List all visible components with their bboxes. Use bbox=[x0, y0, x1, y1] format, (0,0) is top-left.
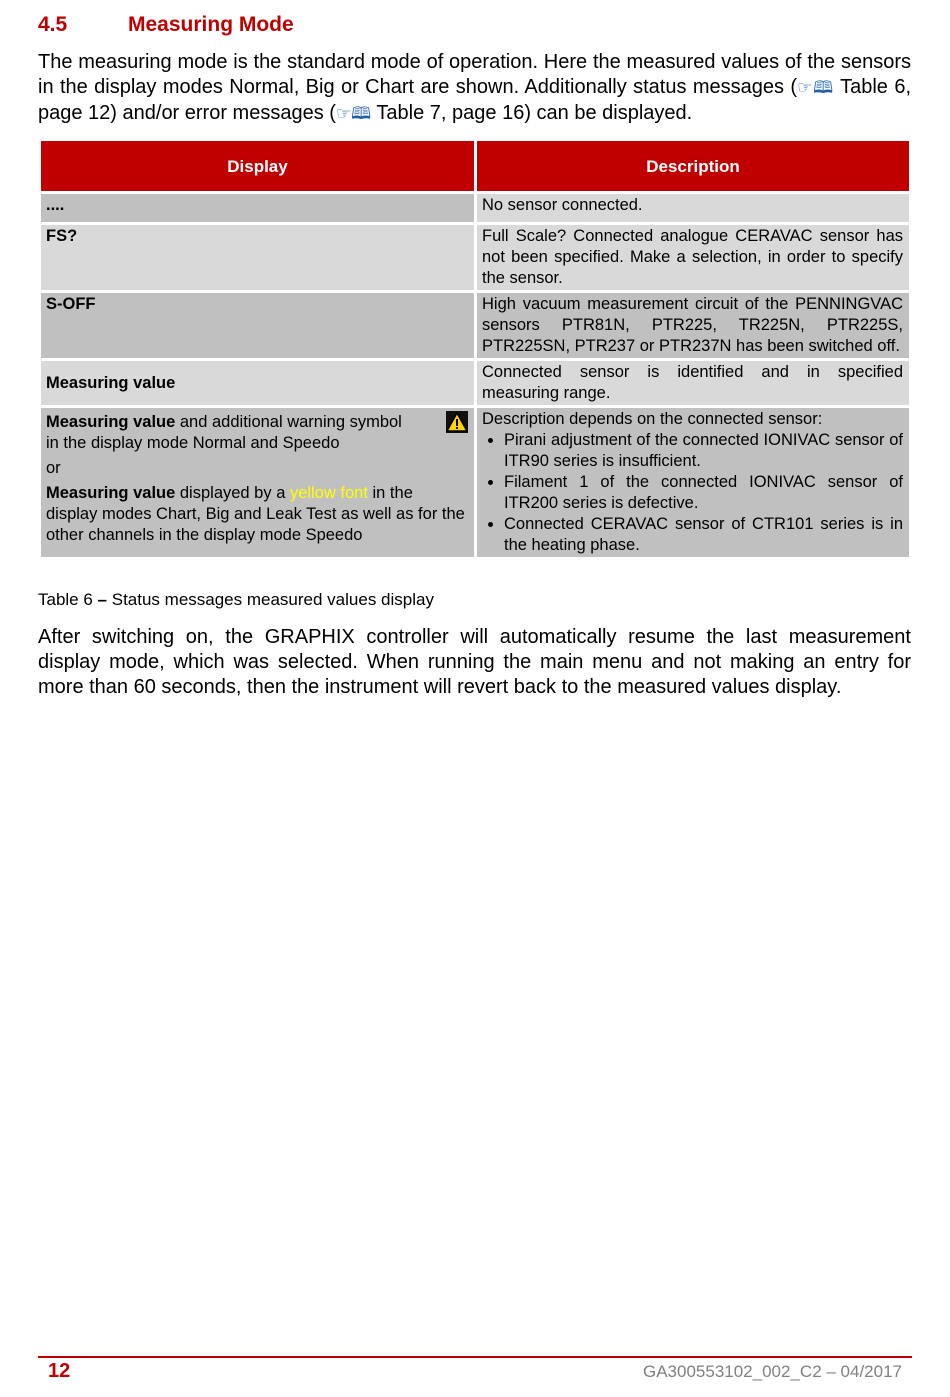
display-cell bbox=[41, 408, 474, 557]
document-id: GA300553102_002_C2 – 04/2017 bbox=[642, 1362, 902, 1381]
status-messages-table bbox=[38, 138, 912, 560]
table-row bbox=[41, 293, 909, 358]
display-cell: FS? bbox=[41, 225, 474, 290]
section-heading bbox=[38, 13, 294, 37]
outro-paragraph: After switching on, the GRAPHIX controller will automatically resume the last measurement display mode, which was selected. When running the main menu and not making an entry for more than 60 seconds, then the instrument will revert back to the measured values display. bbox=[38, 626, 911, 698]
table-row bbox=[41, 408, 909, 557]
display-cell: Measuring value bbox=[41, 361, 474, 405]
description-cell: Full Scale? Connected analogue CERAVAC sensor has not been specified. Make a selection, in order to specify the sensor. bbox=[477, 225, 909, 290]
display-line-a2: in the display mode Normal and Speedo bbox=[46, 434, 340, 452]
section-title: Measuring Mode bbox=[128, 13, 294, 36]
intro-ref-table7[interactable]: Table 7, page 16) can be displayed. bbox=[371, 102, 693, 124]
display-cell: .... bbox=[41, 194, 474, 222]
warning-triangle-icon bbox=[446, 411, 468, 433]
yellow-font-text: yellow font bbox=[289, 484, 368, 502]
list-item: • Pirani adjustment of the connected IONIVAC sensor of ITR90 series is insufficient. bbox=[504, 430, 903, 472]
list-item: • Filament 1 of the connected IONIVAC sensor of ITR200 series is defective. bbox=[504, 472, 903, 514]
display-line-b: Measuring value displayed by a yellow font in the display modes Chart, Big and Leak Test as well as for the other channels in the display mode Speedo bbox=[46, 484, 465, 544]
intro-text: The measuring mode is the standard mode of operation. Here the measured values of the sensors in the display modes Normal, Big or Chart are shown. Additionally status messages ( bbox=[38, 51, 911, 98]
description-intro: Description depends on the connected sensor: bbox=[482, 410, 823, 428]
table-row bbox=[41, 194, 909, 222]
section-number: 4.5 bbox=[38, 13, 68, 36]
description-cell: High vacuum measurement circuit of the PENNINGVAC sensors PTR81N, PTR225, TR225N, PTR225S, PTR225SN, PTR237 or PTR237N has been switched off. bbox=[477, 293, 909, 358]
table-caption: Table 6 – Status messages measured values display bbox=[38, 590, 434, 609]
description-cell: Connected sensor is identified and in specified measuring range. bbox=[477, 361, 909, 405]
list-item: • Connected CERAVAC sensor of CTR101 series is in the heating phase. bbox=[504, 514, 903, 556]
display-cell: S-OFF bbox=[41, 293, 474, 358]
intro-paragraph bbox=[38, 50, 911, 127]
display-line-a: Measuring value and additional warning symbol bbox=[46, 413, 402, 431]
table-header-row bbox=[41, 141, 909, 191]
column-header-description: Description bbox=[477, 141, 909, 191]
column-header-display: Display bbox=[41, 141, 474, 191]
display-or: or bbox=[46, 459, 61, 477]
table-row bbox=[41, 225, 909, 290]
footer-divider bbox=[38, 1356, 912, 1358]
pointing-hand-book-icon: ☞🕮 bbox=[335, 104, 372, 124]
pointing-hand-book-icon: ☞🕮 bbox=[797, 78, 835, 98]
description-cell: No sensor connected. bbox=[477, 194, 909, 222]
page-number: 12 bbox=[48, 1360, 71, 1382]
description-bullets bbox=[482, 430, 903, 556]
description-cell bbox=[477, 408, 909, 557]
table-row bbox=[41, 361, 909, 405]
intro-ref-table6[interactable]: Table 6, page 12) and/or error messages ( bbox=[38, 76, 912, 124]
